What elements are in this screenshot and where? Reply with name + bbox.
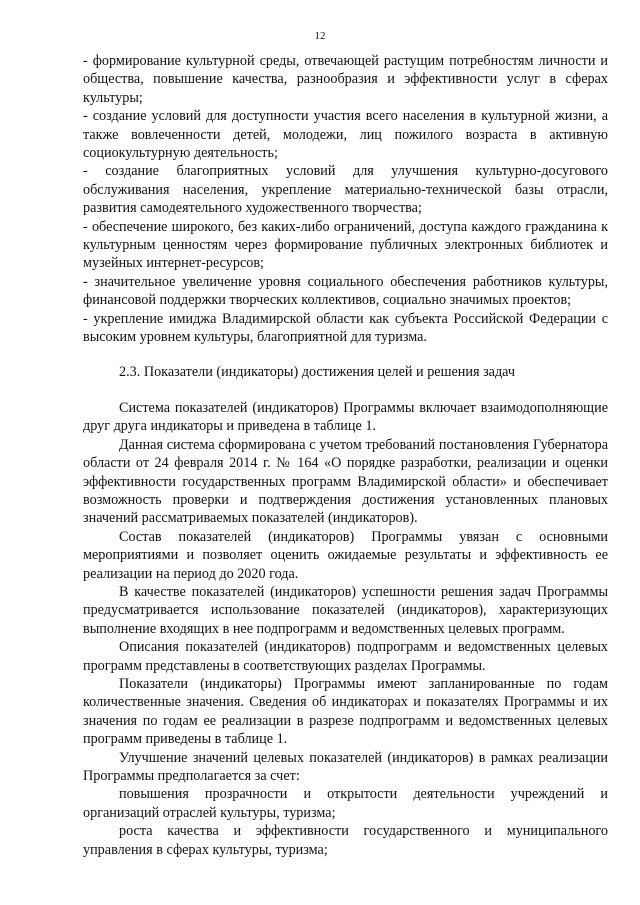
bullet-item: - формирование культурной среды, отвечающей растущим потребностям личности и общества, повышение качества, разнообразия и эффективности услуг в сферах культуры; (83, 53, 608, 106)
paragraph: Система показателей (индикаторов) Программы включает взаимодополняющие друг друга индикаторы и приведена в таблице 1. (83, 399, 608, 435)
bullet-item: - создание благоприятных условий для улучшения культурно-досугового обслуживания населения, укрепление материально-технической базы отрасли, развития самодеятельного художественного творчества; (83, 163, 608, 217)
section-heading: 2.3. Показатели (индикаторы) достижения целей и решения задач (119, 363, 516, 380)
paragraph: Улучшение значений целевых показателей (индикаторов) в рамках реализации Программы предполагается за счет: (83, 749, 608, 785)
paragraph: Описания показателей (индикаторов) подпрограмм и ведомственных целевых программ представлены в соответствующих разделах Программы. (83, 639, 608, 674)
bullet-item: - укрепление имиджа Владимирской области как субъекта Российской Федерации с высоким уровнем культуры, благоприятной для туризма. (83, 310, 608, 346)
paragraph: повышения прозрачности и открытости деятельности учреждений и организаций отраслей культуры, туризма; (83, 786, 608, 821)
paragraph: В качестве показателей (индикаторов) успешности решения задач Программы предусматривается использование показателей (индикаторов), характеризующих выполнение входящих в нее подпрограмм и ведомственных целевых программ. (83, 583, 608, 637)
paragraph: Состав показателей (индикаторов) Программы увязан с основными мероприятиями и позволяет оценить ожидаемые результаты и эффективность ее реализации на период до 2020 года. (83, 528, 608, 582)
bullet-item: - создание условий для доступности участия всего населения в культурной жизни, а также вовлеченности детей, молодежи, лиц пожилого возраста в активную социокультурную деятельность; (83, 108, 608, 162)
bullet-item: - обеспечение широкого, без каких-либо ограничений, доступа каждого гражданина к культурным ценностям через формирование публичных электронных библиотек и музейных интернет-ресурсов; (83, 218, 608, 272)
paragraph: Показатели (индикаторы) Программы имеют запланированные по годам количественные значения. Сведения об индикаторах и показателях Программы и их значения по годам ее реализации в разрезе подпрограмм и ведомственных целевых программ приведены в таблице 1. (83, 676, 608, 748)
page-content (83, 52, 608, 859)
paragraph: Данная система сформирована с учетом требований постановления Губернатора области от 24 февраля 2014 г. № 164 «О порядке разработки, реализации и оценки эффективности государственных программ Владимирской области» и обеспечивает возможность проверки и подтверждения достижения установленных плановых значений рассматриваемых показателей (индикаторов). (83, 436, 608, 527)
paragraph: роста качества и эффективности государственного и муниципального управления в сферах культуры, туризма; (83, 823, 608, 858)
page-number: 12 (314, 30, 326, 42)
bullet-item: - значительное увеличение уровня социального обеспечения работников культуры, финансовой поддержки творческих коллективов, социально значимых проектов; (83, 273, 608, 309)
